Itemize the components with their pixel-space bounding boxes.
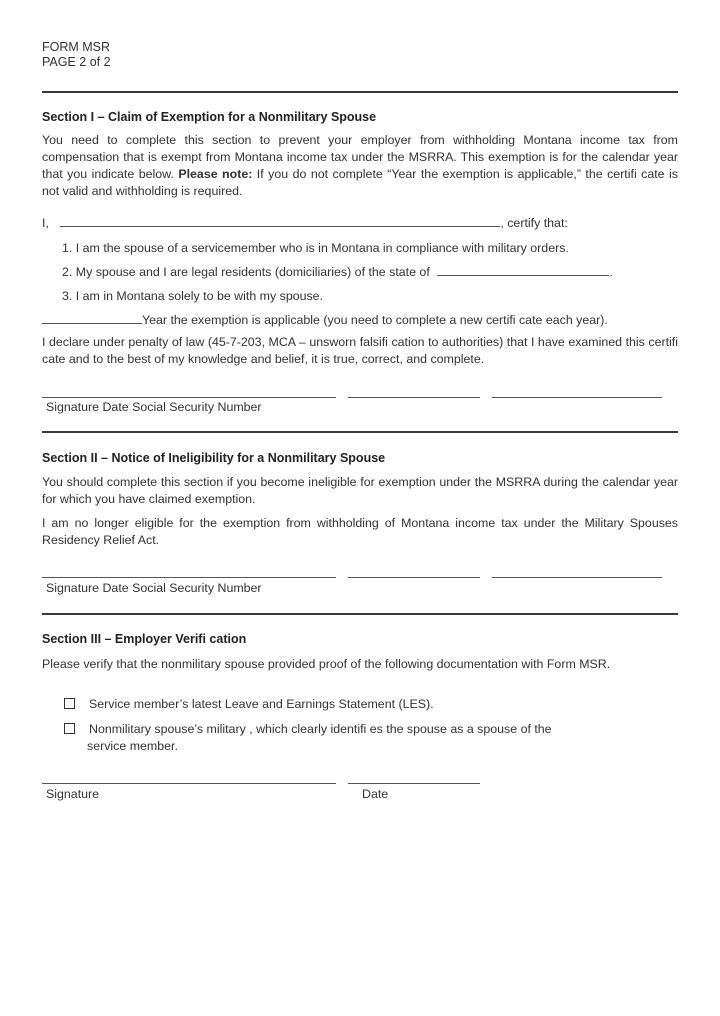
section-divider	[42, 613, 678, 615]
claim-item-2-text: 2. My spouse and I are legal residents (domiciliaries) of the state of	[62, 265, 430, 279]
claim-item-2-end: .	[609, 265, 613, 279]
declaration: I declare under penalty of law (45-7-203, MCA – unsworn falsifi cation to authorities) that I have examined this certifi cate and to the best of my knowledge and belief, it is true, correct, and complete.	[42, 335, 678, 366]
certify-prefix: I,	[42, 216, 49, 230]
signature-labels: Signature Date Social Security Number	[46, 581, 262, 595]
ssn-line[interactable]	[492, 397, 662, 398]
page-number: PAGE 2 of 2	[42, 55, 111, 69]
section1-intro	[42, 132, 678, 200]
section1-intro-b: If you do not complete “Year the exemption is applicable,” the certifi cate is not valid and withholding is required.	[42, 167, 678, 198]
section-divider	[42, 91, 678, 93]
state-field[interactable]	[437, 264, 609, 276]
signature-labels: Signature Date Social Security Number	[46, 400, 262, 414]
section-divider	[42, 431, 678, 433]
section2-para1: You should complete this section if you become ineligible for exemption under the MSRRA during the calendar year for which you have claimed exemption.	[42, 475, 678, 506]
date-line[interactable]	[348, 577, 480, 578]
section3-title: Section III – Employer Verifi cation	[42, 632, 247, 646]
section1-note-label: Please note:	[178, 167, 253, 181]
section1-intro-a: You need to complete this section to prevent your employer from withholding Montana income tax from compensation that is exempt from Montana income tax under the MSRRA. This exemption is for the calendar year that you indicate below.	[42, 133, 678, 181]
certify-row	[42, 215, 678, 232]
check-item-id-cont: service member.	[87, 739, 178, 753]
year-row	[42, 312, 678, 329]
date-line[interactable]	[348, 397, 480, 398]
check-item-les	[64, 696, 434, 713]
year-text: Year the exemption is applicable (you need to complete a new certifi cate each year).	[142, 313, 608, 327]
signature-line[interactable]	[42, 577, 336, 578]
claim-item-2	[62, 264, 613, 281]
check-item-les-text: Service member’s latest Leave and Earnings Statement (LES).	[89, 697, 434, 711]
date-label: Date	[362, 787, 389, 801]
les-checkbox[interactable]	[64, 698, 75, 709]
id-checkbox[interactable]	[64, 723, 75, 734]
section2-title: Section II – Notice of Ineligibility for a Nonmilitary Spouse	[42, 451, 386, 465]
section1-title: Section I – Claim of Exemption for a Nonmilitary Spouse	[42, 110, 377, 124]
ssn-line[interactable]	[492, 577, 662, 578]
form-id: FORM MSR	[42, 40, 111, 54]
signature-line[interactable]	[42, 397, 336, 398]
date-line[interactable]	[348, 783, 480, 784]
claim-item-1: 1. I am the spouse of a servicemember who is in Montana in compliance with military orders.	[62, 241, 569, 255]
signature-line[interactable]	[42, 783, 336, 784]
certify-suffix: , certify that:	[500, 216, 568, 230]
signature-label: Signature	[46, 787, 100, 801]
check-item-id-text: Nonmilitary spouse’s military , which clearly identifi es the spouse as a spouse of the	[89, 722, 552, 736]
claim-item-3: 3. I am in Montana solely to be with my spouse.	[62, 289, 324, 303]
name-field[interactable]	[60, 215, 500, 227]
check-item-id	[64, 721, 552, 738]
section2-para2: I am no longer eligible for the exemption from withholding of Montana income tax under the Military Spouses Residency Relief Act.	[42, 516, 678, 547]
section3-para1: Please verify that the nonmilitary spouse provided proof of the following documentation with Form MSR.	[42, 657, 611, 671]
year-field[interactable]	[42, 312, 142, 324]
